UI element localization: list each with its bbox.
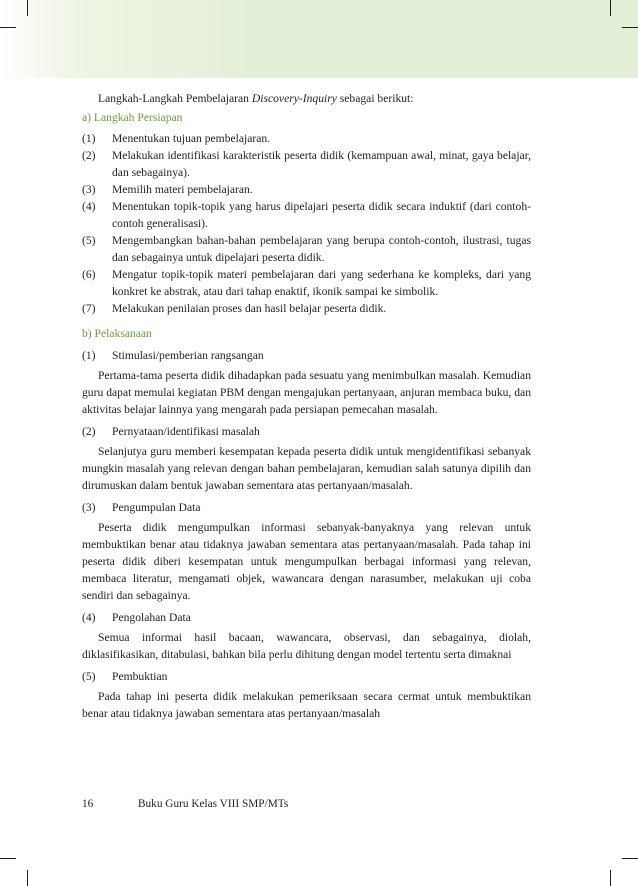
crop-mark-top-right-h	[622, 27, 638, 28]
crop-mark-bottom-right-v	[610, 870, 611, 886]
step-number: (3)	[82, 501, 96, 514]
step-paragraph: Peserta didik mengumpulkan informasi sebanyak-banyaknya yang relevan untuk membuktikan benar atau tidaknya jawaban sementara atas pertanyaan/masalah. Pada tahap ini peserta didik diberi kesempatan untuk mengumpulkan berbagai informasi yang relevan, membaca literatur, mengamati objek, wawancara dengan narasumber, melakukan uji coba sendiri dan sebagainya.	[82, 521, 531, 602]
step-title: Stimulasi/pemberian rangsangan	[112, 349, 264, 362]
step-heading	[82, 668, 531, 685]
crop-mark-top-left-v	[27, 0, 28, 16]
crop-mark-top-right-v	[610, 0, 611, 16]
list-item-text: Menentukan tujuan pembelajaran.	[112, 132, 271, 145]
list-item-number: (4)	[82, 200, 96, 213]
step-heading	[82, 347, 531, 364]
list-item-number: (6)	[82, 268, 96, 281]
list-item-text: Mengatur topik-topik materi pembelajaran dari yang sederhana ke kompleks, dari yang konkret ke abstrak, atau dari tahap enaktif, ikonik sampai ke simbolik.	[112, 268, 531, 298]
step-heading	[82, 423, 531, 440]
step-paragraph: Pada tahap ini peserta didik melakukan pemeriksaan secara cermat untuk membuktikan benar atau tidaknya jawaban sementara atas pertanyaan/masalah	[82, 690, 531, 720]
list-item-number: (2)	[82, 149, 96, 162]
step-paragraph: Semua informai hasil bacaan, wawancara, observasi, dan sebagainya, diolah, diklasifikasikan, ditabulasi, bahkan bila perlu dihitung dengan model tertentu serta dimaknai	[82, 631, 531, 661]
step-heading	[82, 499, 531, 516]
step-number: (1)	[82, 349, 96, 362]
list-item-text: Melakukan penilaian proses dan hasil belajar peserta didik.	[112, 302, 387, 315]
page-number: 16	[82, 798, 94, 810]
intro-text-italic: Discovery-Inquiry	[251, 92, 337, 105]
book-title: Buku Guru Kelas VIII SMP/MTs	[138, 798, 289, 810]
crop-mark-top-left-h	[0, 27, 16, 28]
step-heading	[82, 609, 531, 626]
step-paragraph: Selanjutya guru memberi kesempatan kepada peserta didik untuk mengidentifikasi sebanyak mungkin masalah yang relevan dengan bahan pembelajaran, kemudian salah satunya dipilih dan dirumuskan dalam bentuk jawaban sementara atas pertanyaan/masalah.	[82, 445, 531, 492]
list-item	[82, 266, 531, 300]
page-footer	[82, 798, 288, 810]
preparation-list	[82, 130, 531, 317]
step-paragraph: Pertama-tama peserta didik dihadapkan pada sesuatu yang menimbulkan masalah. Kemudian guru dapat memulai kegiatan PBM dengan mengajukan pertanyaan, anjuran membaca buku, dan aktivitas belajar lainnya yang mengarah pada persiapan pemecahan masalah.	[82, 369, 531, 416]
crop-mark-bottom-right-h	[622, 858, 638, 859]
step-number: (5)	[82, 670, 96, 683]
list-item	[82, 147, 531, 181]
step-title: Pernyataan/identifikasi masalah	[112, 425, 260, 438]
crop-mark-bottom-left-v	[27, 870, 28, 886]
step-number: (2)	[82, 425, 96, 438]
list-item	[82, 232, 531, 266]
intro-text-after: sebagai berikut:	[336, 92, 414, 105]
intro-sentence	[82, 90, 531, 107]
list-item-text: Memilih materi pembelajaran.	[112, 183, 253, 196]
list-item-number: (3)	[82, 183, 96, 196]
section-b-heading: b) Pelaksanaan	[82, 327, 152, 340]
crop-mark-bottom-left-h	[0, 858, 16, 859]
list-item	[82, 130, 531, 147]
list-item-text: Menentukan topik-topik yang harus dipelajari peserta didik secara induktif (dari contoh-contoh generalisasi).	[112, 200, 531, 230]
list-item-number: (5)	[82, 234, 96, 247]
step-title: Pengumpulan Data	[112, 501, 201, 514]
list-item-number: (1)	[82, 132, 96, 145]
step-number: (4)	[82, 611, 96, 624]
header-band	[0, 0, 638, 78]
list-item	[82, 181, 531, 198]
list-item	[82, 198, 531, 232]
intro-text-before: Langkah-Langkah Pembelajaran	[98, 92, 252, 105]
page-content	[82, 90, 531, 726]
list-item-number: (7)	[82, 302, 96, 315]
list-item-text: Melakukan identifikasi karakteristik peserta didik (kemampuan awal, minat, gaya belajar, dan sebagainya).	[112, 149, 531, 179]
step-title: Pembuktian	[112, 670, 168, 683]
list-item	[82, 300, 531, 317]
section-a-heading: a) Langkah Persiapan	[82, 111, 183, 124]
step-title: Pengolahan Data	[112, 611, 191, 624]
list-item-text: Mengembangkan bahan-bahan pembelajaran yang berupa contoh-contoh, ilustrasi, tugas dan sebagainya untuk dipelajari peserta didik.	[112, 234, 531, 264]
